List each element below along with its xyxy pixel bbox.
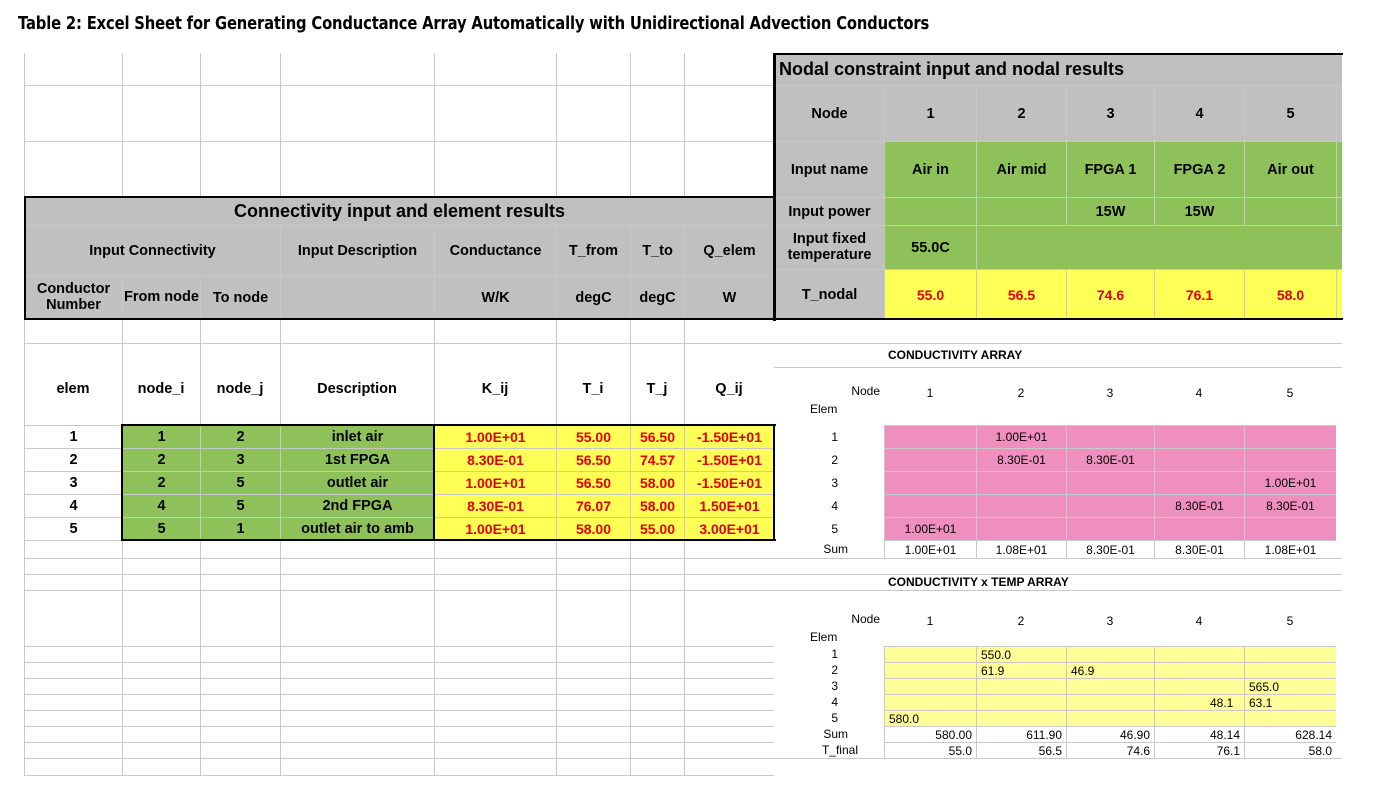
cond-sum-label: Sum	[823, 542, 848, 556]
connectivity-section-title: Connectivity input and element results	[24, 197, 774, 225]
grid-line	[434, 319, 435, 425]
grid-line	[280, 53, 281, 197]
grid-line	[684, 53, 685, 197]
cond-cell: 8.30E-01	[976, 448, 1066, 471]
grid-line	[556, 319, 557, 425]
ct-sum: 48.14	[1154, 726, 1244, 742]
ct-node-label: Node	[851, 612, 880, 626]
nodal-section-title: Nodal constraint input and nodal results	[774, 53, 1342, 85]
k-cell: 8.30E-01	[434, 448, 556, 471]
grid-line	[774, 367, 1342, 368]
cond-sum: 1.00E+01	[884, 540, 976, 558]
cond-cell	[1154, 517, 1244, 540]
grid-line	[24, 758, 774, 759]
input-name-5[interactable]: Air out	[1244, 141, 1336, 197]
ct-final: 76.1	[1154, 742, 1244, 758]
cond-sum: 1.08E+01	[976, 540, 1066, 558]
grid-line	[24, 85, 774, 86]
border	[773, 53, 1343, 55]
ct-cell	[884, 678, 976, 694]
w-unit: W	[684, 275, 774, 319]
input-power-2[interactable]	[976, 197, 1066, 225]
from-node-label: From node	[122, 275, 200, 319]
ct-col-4: 4	[1195, 614, 1203, 628]
var-k-ij: K_ij	[481, 381, 509, 397]
cond-col-3: 3	[1106, 386, 1114, 400]
tj-cell: 56.50	[630, 425, 684, 448]
ct-final: 56.5	[976, 742, 1066, 758]
ct-final: 58.0	[1244, 742, 1336, 758]
var-node-i: node_i	[137, 381, 185, 397]
input-power-5[interactable]	[1244, 197, 1336, 225]
ct-elem-1: 1	[831, 647, 838, 661]
node-i-cell[interactable]: 4	[122, 494, 200, 517]
ct-cell: 565.0	[1244, 678, 1336, 694]
input-power-4[interactable]: 15W	[1154, 197, 1244, 225]
ti-cell: 55.00	[556, 425, 630, 448]
cond-col-4: 4	[1195, 386, 1203, 400]
cond-col-5: 5	[1286, 386, 1294, 400]
conductor-number-label: Conductor Number	[24, 275, 122, 319]
cond-cell: 1.00E+01	[884, 517, 976, 540]
ct-elem-3: 3	[831, 679, 838, 693]
q-cell: -1.50E+01	[684, 425, 774, 448]
cond-cell: 8.30E-01	[1066, 448, 1154, 471]
ct-elem-4: 4	[831, 695, 838, 709]
cond-cell: 1.00E+01	[1244, 471, 1336, 494]
description-cell[interactable]: 1st FPGA	[280, 448, 434, 471]
ct-cell	[884, 646, 976, 662]
border	[121, 424, 123, 541]
tj-cell: 74.57	[630, 448, 684, 471]
cond-elem-5: 5	[831, 521, 838, 536]
grid-line	[684, 319, 685, 425]
border	[433, 424, 435, 541]
cond-cell	[976, 494, 1066, 517]
border	[24, 196, 776, 198]
ct-array-title: CONDUCTIVITY x TEMP ARRAY	[888, 575, 1069, 589]
cond-sum: 8.30E-01	[1066, 540, 1154, 558]
input-fixed-temp-label: Input fixed temperature	[774, 225, 884, 269]
k-cell: 8.30E-01	[434, 494, 556, 517]
input-fixed-temp-1[interactable]: 55.0C	[884, 225, 976, 269]
var-node-j: node_j	[216, 381, 264, 397]
grid-line	[556, 540, 557, 776]
grid-line	[122, 319, 123, 425]
cond-elem-4: 4	[831, 498, 838, 513]
tj-cell: 58.00	[630, 494, 684, 517]
ti-cell: 56.50	[556, 471, 630, 494]
cond-elem-2: 2	[831, 452, 838, 467]
grid-line	[24, 710, 774, 711]
q-cell: 3.00E+01	[684, 517, 774, 540]
ct-cell: 46.9	[1066, 662, 1154, 678]
node-i-cell[interactable]: 5	[122, 517, 200, 540]
grid-line	[24, 646, 774, 647]
ct-cell	[1154, 710, 1244, 726]
cond-cell: 1.00E+01	[976, 425, 1066, 448]
var-q-ij: Q_ij	[715, 381, 743, 397]
cond-cell	[1244, 425, 1336, 448]
elem-cell: 2	[24, 448, 122, 471]
cond-col-2: 2	[1017, 386, 1025, 400]
input-connectivity-group: Input Connectivity	[24, 225, 280, 275]
node-number-3: 3	[1066, 85, 1154, 141]
ct-final: 74.6	[1066, 742, 1154, 758]
ct-sum: 580.00	[884, 726, 976, 742]
grid-line	[24, 678, 774, 679]
ct-cell	[1154, 646, 1244, 662]
ct-cell	[884, 694, 976, 710]
var-t-j: T_j	[646, 381, 668, 397]
degc-to-unit: degC	[630, 275, 684, 319]
ct-cell	[1244, 646, 1336, 662]
grid-line	[774, 343, 1342, 344]
cond-cell	[976, 471, 1066, 494]
input-name-filler	[1336, 141, 1342, 197]
t-nodal-3: 74.6	[1066, 269, 1154, 319]
grid-line	[630, 53, 631, 197]
border	[773, 53, 776, 321]
ct-col-2: 2	[1017, 614, 1025, 628]
cond-cell	[884, 448, 976, 471]
border	[773, 318, 1343, 320]
grid-line	[24, 590, 774, 591]
cond-cell	[1066, 471, 1154, 494]
elem-cell: 4	[24, 494, 122, 517]
cond-col-1: 1	[926, 386, 934, 400]
var-t-i: T_i	[582, 381, 604, 397]
border	[24, 318, 776, 320]
ct-col-1: 1	[926, 614, 934, 628]
conductance-group: Conductance	[434, 225, 556, 275]
grid-line	[774, 590, 1342, 591]
tj-cell: 55.00	[630, 517, 684, 540]
grid-line	[24, 742, 774, 743]
input-power-1[interactable]	[884, 197, 976, 225]
grid-line	[200, 319, 201, 425]
description-unit-blank	[280, 275, 434, 319]
grid-line	[556, 53, 557, 197]
node-number-2: 2	[976, 85, 1066, 141]
ct-cell	[1066, 646, 1154, 662]
q-elem-group: Q_elem	[684, 225, 774, 275]
grid-line	[200, 540, 201, 776]
ct-final: 55.0	[884, 742, 976, 758]
cond-cell	[884, 494, 976, 517]
q-cell: -1.50E+01	[684, 471, 774, 494]
input-name-4[interactable]: FPGA 2	[1154, 141, 1244, 197]
grid-line	[24, 662, 774, 663]
grid-line	[200, 53, 201, 197]
t-nodal-5: 58.0	[1244, 269, 1336, 319]
node-number-4: 4	[1154, 85, 1244, 141]
table-caption: Table 2: Excel Sheet for Generating Conductance Array Automatically with Unidirectional Advection Conductors	[18, 13, 930, 34]
input-name-2[interactable]: Air mid	[976, 141, 1066, 197]
ct-cell: 48.1	[1154, 694, 1244, 710]
node-row-label: Node	[774, 85, 884, 141]
ct-cell	[976, 710, 1066, 726]
cond-cell	[884, 471, 976, 494]
cond-elem-1: 1	[831, 429, 838, 444]
input-name-3[interactable]: FPGA 1	[1066, 141, 1154, 197]
ct-sum: 611.90	[976, 726, 1066, 742]
border	[773, 424, 775, 541]
description-cell[interactable]: 2nd FPGA	[280, 494, 434, 517]
grid-line	[24, 574, 774, 575]
grid-line	[24, 343, 774, 344]
ct-final-label: T_final	[821, 743, 858, 757]
border	[121, 539, 776, 541]
t-from-group: T_from	[556, 225, 630, 275]
ct-cell	[976, 694, 1066, 710]
input-name-1[interactable]: Air in	[884, 141, 976, 197]
cond-cell: 8.30E-01	[1154, 494, 1244, 517]
ct-cell	[1154, 678, 1244, 694]
k-cell: 1.00E+01	[434, 425, 556, 448]
node-i-cell[interactable]: 1	[122, 425, 200, 448]
ct-cell	[1066, 678, 1154, 694]
input-fixed-temp-rest[interactable]	[976, 225, 1342, 269]
grid-line	[24, 694, 774, 695]
grid-line	[122, 540, 123, 776]
input-power-label: Input power	[774, 197, 884, 225]
cond-elem-3: 3	[831, 475, 838, 490]
node-j-cell[interactable]: 2	[200, 425, 280, 448]
description-cell[interactable]: inlet air	[280, 425, 434, 448]
q-cell: -1.50E+01	[684, 448, 774, 471]
ct-sum-label: Sum	[823, 727, 848, 741]
node-i-cell[interactable]: 2	[122, 471, 200, 494]
cond-cell	[1066, 425, 1154, 448]
grid-line	[630, 319, 631, 425]
ti-cell: 58.00	[556, 517, 630, 540]
ct-elem-2: 2	[831, 663, 838, 677]
node-j-cell[interactable]: 5	[200, 494, 280, 517]
ti-cell: 56.50	[556, 448, 630, 471]
t-nodal-label: T_nodal	[774, 269, 884, 319]
cond-cell	[1244, 448, 1336, 471]
var-elem: elem	[56, 381, 90, 397]
ct-cell	[1244, 662, 1336, 678]
ct-elem-label: Elem	[810, 630, 838, 644]
cond-cell	[1154, 425, 1244, 448]
ct-sum: 628.14	[1244, 726, 1336, 742]
cond-cell	[1244, 517, 1336, 540]
grid-line	[774, 558, 1342, 559]
border	[24, 196, 26, 320]
grid-line	[122, 53, 123, 197]
cond-sum: 1.08E+01	[1244, 540, 1336, 558]
k-cell: 1.00E+01	[434, 471, 556, 494]
tj-cell: 58.00	[630, 471, 684, 494]
ct-cell	[1066, 694, 1154, 710]
cond-cell	[1066, 517, 1154, 540]
ct-col-3: 3	[1106, 614, 1114, 628]
cond-cell	[1066, 494, 1154, 517]
ct-cell: 550.0	[976, 646, 1066, 662]
elem-cell: 5	[24, 517, 122, 540]
k-cell: 1.00E+01	[434, 517, 556, 540]
grid-line	[774, 574, 1342, 575]
input-description-group: Input Description	[280, 225, 434, 275]
cond-cell: 8.30E-01	[1244, 494, 1336, 517]
grid-line	[24, 53, 25, 776]
grid-line	[434, 53, 435, 197]
node-number-5: 5	[1244, 85, 1336, 141]
ct-cell: 61.9	[976, 662, 1066, 678]
cond-array-title: CONDUCTIVITY ARRAY	[888, 348, 1023, 362]
t-nodal-4: 76.1	[1154, 269, 1244, 319]
t-nodal-1: 55.0	[884, 269, 976, 319]
spreadsheet	[24, 53, 1342, 776]
ct-cell	[976, 678, 1066, 694]
degc-from-unit: degC	[556, 275, 630, 319]
elem-cell: 1	[24, 425, 122, 448]
ct-cell	[1154, 662, 1244, 678]
cond-node-label: Node	[851, 384, 880, 398]
grid-line	[434, 540, 435, 776]
input-name-label: Input name	[774, 141, 884, 197]
ct-cell	[1244, 710, 1336, 726]
grid-line	[774, 758, 1342, 759]
node-i-cell[interactable]: 2	[122, 448, 200, 471]
cond-cell	[1154, 448, 1244, 471]
grid-line	[684, 540, 685, 776]
grid-line	[24, 726, 774, 727]
cond-cell	[976, 517, 1066, 540]
node-j-cell[interactable]: 1	[200, 517, 280, 540]
ct-cell: 63.1	[1244, 694, 1336, 710]
border	[121, 424, 776, 426]
cond-sum: 8.30E-01	[1154, 540, 1244, 558]
to-node-label: To node	[200, 275, 280, 319]
grid-line	[630, 540, 631, 776]
description-cell[interactable]: outlet air to amb	[280, 517, 434, 540]
description-cell[interactable]: outlet air	[280, 471, 434, 494]
ct-sum: 46.90	[1066, 726, 1154, 742]
grid-line	[24, 141, 774, 142]
ct-elem-5: 5	[831, 711, 838, 725]
var-description: Description	[317, 381, 397, 397]
ct-cell	[884, 662, 976, 678]
t-nodal-filler	[1336, 269, 1342, 319]
cond-cell	[1154, 471, 1244, 494]
node-row-filler	[1336, 85, 1342, 141]
ct-col-5: 5	[1286, 614, 1294, 628]
ct-cell	[1066, 710, 1154, 726]
input-power-3[interactable]: 15W	[1066, 197, 1154, 225]
node-j-cell[interactable]: 3	[200, 448, 280, 471]
grid-line	[280, 319, 281, 425]
t-to-group: T_to	[630, 225, 684, 275]
grid-line	[24, 558, 774, 559]
grid-line	[280, 540, 281, 776]
q-cell: 1.50E+01	[684, 494, 774, 517]
node-j-cell[interactable]: 5	[200, 471, 280, 494]
ti-cell: 76.07	[556, 494, 630, 517]
node-number-1: 1	[884, 85, 976, 141]
input-power-filler	[1336, 197, 1342, 225]
wk-unit: W/K	[434, 275, 556, 319]
ct-cell: 580.0	[884, 710, 976, 726]
grid-line	[24, 775, 774, 776]
cond-elem-label: Elem	[810, 402, 838, 416]
t-nodal-2: 56.5	[976, 269, 1066, 319]
cond-cell	[884, 425, 976, 448]
elem-cell: 3	[24, 471, 122, 494]
